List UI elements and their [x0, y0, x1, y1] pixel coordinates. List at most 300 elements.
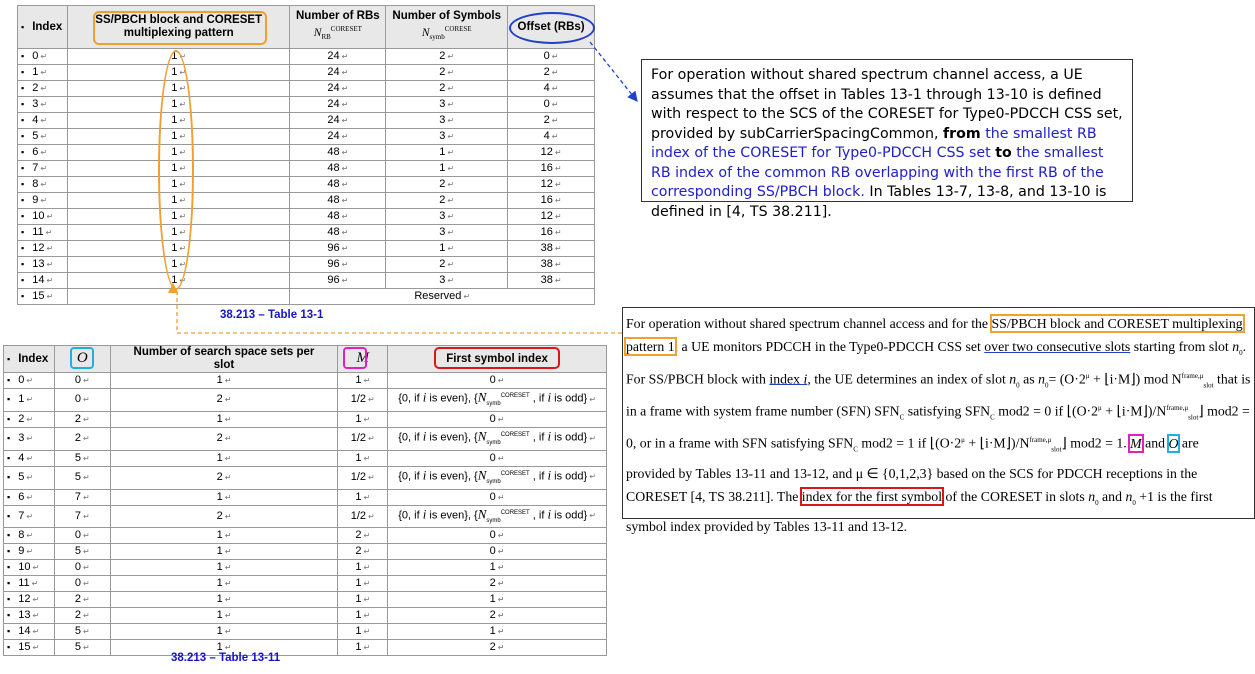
table-row	[18, 145, 595, 161]
row-index: ▪ 12 ↵	[4, 592, 55, 608]
cond-part-i: i	[422, 467, 427, 483]
rbs-sub: RB	[321, 33, 331, 42]
n0-symbol: n	[1125, 488, 1133, 504]
frame-sup: frame,μ	[1166, 404, 1189, 413]
row-index: ▪ 2 ↵	[4, 411, 55, 427]
table-row	[4, 608, 607, 624]
row-index: ▪ 7 ↵	[4, 505, 55, 528]
row-index: ▪ 5 ↵	[18, 129, 68, 145]
symbols-cell: 2 ↵	[386, 257, 508, 273]
header-m-symbol: M	[356, 350, 369, 366]
header-m	[338, 346, 388, 373]
m-cell: 1 ↵	[338, 560, 388, 576]
row-index: ▪ 9 ↵	[4, 544, 55, 560]
row-index: ▪ 7 ↵	[18, 161, 68, 177]
table-row	[18, 113, 595, 129]
sets-cell: 1 ↵	[110, 544, 338, 560]
index-underline	[769, 371, 807, 386]
cond-part-i: i	[422, 428, 427, 444]
note2-text: , the UE determines an index of slot	[807, 371, 1010, 387]
n0-sub: 0	[1095, 498, 1099, 507]
equation: + ⌊i·M⌋)/N	[964, 436, 1030, 452]
rbs-cell: 96 ↵	[290, 257, 386, 273]
first-symbol-cell: 2 ↵	[388, 640, 607, 656]
sets-cell: 1 ↵	[110, 592, 338, 608]
pattern-cell: 1 ↵	[67, 241, 289, 257]
o-cell: 0 ↵	[54, 528, 110, 544]
cond-part-n: N	[477, 389, 487, 405]
rbs-cell: 96 ↵	[290, 241, 386, 257]
cond-part-n: N	[477, 506, 487, 522]
pattern-cell: 1 ↵	[67, 129, 289, 145]
first-symbol-highlight: index for the first symbol	[801, 488, 943, 504]
symbols-cell: 3 ↵	[386, 113, 508, 129]
pattern-cell: 1 ↵	[67, 193, 289, 209]
mu-sup: μ	[1098, 404, 1102, 413]
symbols-cell: 2 ↵	[386, 81, 508, 97]
symbols-n: N	[421, 26, 430, 39]
cond-part-d: is odd}	[551, 392, 588, 405]
m-cell: 1 ↵	[338, 411, 388, 427]
cond-part-b: is even}, {	[426, 392, 478, 405]
mu-sup: μ	[961, 436, 965, 445]
table-row	[4, 389, 607, 412]
m-cell: 1 ↵	[338, 450, 388, 466]
sets-cell: 1 ↵	[110, 373, 338, 389]
cond-part-d: is odd}	[551, 431, 588, 444]
m-cell: 1 ↵	[338, 373, 388, 389]
row-index: ▪ 10 ↵	[4, 560, 55, 576]
header-rbs-label: Number of RBs	[295, 9, 380, 22]
symbols-cell: 3 ↵	[386, 273, 508, 289]
row-index: ▪ 9 ↵	[18, 193, 68, 209]
symbols-cell: 2 ↵	[386, 65, 508, 81]
header-number-of-symbols	[386, 6, 508, 49]
cond-part-i: i	[422, 389, 427, 405]
header-symbols-label: Number of Symbols	[392, 9, 502, 22]
note1-text-1: For operation without shared spectrum channel access, a UE assumes that the offset in Tables 13-1 through 13-10 is defined with respect to the SCS of the CORESET for Type0-PDCCH CSS set, provided by subCarrierSpacingCommon,	[651, 67, 1123, 142]
m-cell: 1/2 ↵	[338, 505, 388, 528]
c-sub: C	[853, 445, 858, 454]
offset-cell: 4 ↵	[508, 129, 595, 145]
equation: mod2 = 1 if ⌊(O·2	[857, 436, 962, 452]
symbols-sup: CORESE	[444, 24, 472, 33]
cond-part-a: {0, if	[398, 392, 423, 405]
row-index: ▪ 10 ↵	[18, 209, 68, 225]
table-13-1	[17, 5, 595, 305]
note2-text: , a UE monitors PDCCH in the Type0-PDCCH CSS set	[674, 339, 985, 354]
table-row	[18, 81, 595, 97]
m-cell: 1 ↵	[338, 640, 388, 656]
pattern-cell: 1 ↵	[67, 49, 289, 65]
table-row	[18, 193, 595, 209]
note2-text: satisfying SFN	[904, 403, 991, 419]
empty-cell	[67, 289, 289, 305]
row-index: ▪ 2 ↵	[18, 81, 68, 97]
note1-from: from	[942, 125, 981, 142]
sets-cell: 2 ↵	[110, 466, 338, 489]
slot-sub: slot	[1051, 445, 1062, 454]
symbols-cell: 2 ↵	[386, 193, 508, 209]
o-cell: 5 ↵	[54, 624, 110, 640]
m-cell: 1 ↵	[338, 624, 388, 640]
c-sub: C	[899, 413, 905, 422]
note2-text: and	[1098, 488, 1126, 504]
offset-cell: 2 ↵	[508, 113, 595, 129]
mu-sup: μ	[1085, 371, 1090, 380]
row-index: ▪ 15 ↵	[4, 640, 55, 656]
o-cell: 0 ↵	[54, 560, 110, 576]
row-index: ▪ 11 ↵	[4, 576, 55, 592]
o-cell: 2 ↵	[54, 592, 110, 608]
pattern-cell: 1 ↵	[67, 81, 289, 97]
row-index: ▪ 13 ↵	[4, 608, 55, 624]
rbs-cell: 48 ↵	[290, 161, 386, 177]
table-row	[4, 373, 607, 389]
o-cell: 2 ↵	[54, 427, 110, 450]
row-index: ▪ 11 ↵	[18, 225, 68, 241]
o-cell: 5 ↵	[54, 544, 110, 560]
n0-sub: 0	[1132, 498, 1136, 507]
table-row	[18, 97, 595, 113]
pattern-cell: 1 ↵	[67, 257, 289, 273]
sets-cell: 1 ↵	[110, 608, 338, 624]
pattern-cell: 1 ↵	[67, 209, 289, 225]
symbols-cell: 3 ↵	[386, 225, 508, 241]
table-header-row	[18, 6, 595, 49]
table-row	[18, 177, 595, 193]
offset-cell: 12 ↵	[508, 145, 595, 161]
o-cell: 5 ↵	[54, 450, 110, 466]
i-symbol: i	[803, 371, 808, 387]
reserved-cell: Reserved ↵	[290, 289, 595, 305]
pattern-cell: 1 ↵	[67, 161, 289, 177]
header-first-symbol-index: First symbol index	[388, 346, 607, 373]
note2-text: based on the SCS for PDCCH receptions in the CORESET [4, TS 38.211]. The	[626, 465, 1198, 504]
table-row	[4, 528, 607, 544]
sets-cell: 2 ↵	[110, 427, 338, 450]
note1-text-2: the smallest RB index of the CORESET for Type0-PDCCH CSS set	[651, 125, 1097, 161]
offset-cell: 16 ↵	[508, 161, 595, 177]
table-header-row	[4, 346, 607, 373]
cond-part-i: i	[547, 389, 552, 405]
sets-cell: 1 ↵	[110, 411, 338, 427]
cond-part-a: {0, if	[398, 470, 423, 483]
rbs-cell: 24 ↵	[290, 65, 386, 81]
first-symbol-cell: 0 ↵	[388, 373, 607, 389]
row-index: ▪ 4 ↵	[18, 113, 68, 129]
table-row	[4, 466, 607, 489]
symbols-cell: 3 ↵	[386, 209, 508, 225]
equation: mod2 = 0 if ⌊(O·2	[994, 403, 1099, 419]
o-cell: 2 ↵	[54, 411, 110, 427]
table-row	[4, 592, 607, 608]
cond-part-sub: symb	[486, 400, 501, 407]
cond-part-a: {0, if	[398, 509, 423, 522]
m-cell: 1 ↵	[338, 592, 388, 608]
cond-part-sub: symb	[486, 439, 501, 446]
rbs-cell: 48 ↵	[290, 209, 386, 225]
o-cell: 7 ↵	[54, 489, 110, 505]
cond-part-b: is even}, {	[426, 509, 478, 522]
equation: ⌋ mod2 = 1.	[1061, 436, 1131, 452]
header-index: ▪ Index	[4, 346, 55, 373]
offset-cell: 0 ↵	[508, 49, 595, 65]
first-symbol-cell: 2 ↵	[388, 608, 607, 624]
sets-cell: 1 ↵	[110, 489, 338, 505]
cond-part-n: N	[477, 428, 487, 444]
sets-cell: 2 ↵	[110, 505, 338, 528]
symbols-cell: 1 ↵	[386, 241, 508, 257]
row-index: ▪ 14 ↵	[18, 273, 68, 289]
pattern-cell: 1 ↵	[67, 97, 289, 113]
note2-text: and	[1141, 436, 1169, 452]
o-cell: 2 ↵	[54, 608, 110, 624]
cond-part-sup: CORESET	[500, 431, 530, 438]
offset-cell: 16 ↵	[508, 225, 595, 241]
pattern-cell: 1 ↵	[67, 225, 289, 241]
table-row	[4, 450, 607, 466]
frame-sup: frame,μ	[1029, 436, 1052, 445]
table-row	[18, 241, 595, 257]
cond-part-i: i	[547, 467, 552, 483]
table-row	[4, 640, 607, 656]
equation: + ⌊i·M⌋)/N	[1101, 403, 1167, 419]
offset-cell: 38 ↵	[508, 241, 595, 257]
table-row	[4, 505, 607, 528]
symbols-cell: 2 ↵	[386, 177, 508, 193]
first-symbol-conditional-cell	[388, 427, 607, 450]
header-number-of-rbs	[290, 6, 386, 49]
frame-sup: frame,μ	[1181, 371, 1204, 380]
symbols-cell: 1 ↵	[386, 161, 508, 177]
table-row	[4, 624, 607, 640]
o-highlight: O	[1168, 436, 1179, 452]
table-row	[4, 489, 607, 505]
sets-cell: 1 ↵	[110, 640, 338, 656]
n0-symbol: n	[1088, 488, 1096, 504]
rbs-cell: 24 ↵	[290, 97, 386, 113]
m-cell: 1/2 ↵	[338, 466, 388, 489]
cond-part-sub: symb	[486, 517, 501, 524]
o-cell: 7 ↵	[54, 505, 110, 528]
row-index: ▪ 12 ↵	[18, 241, 68, 257]
cond-part-c: , if	[529, 392, 548, 405]
cond-part-c: , if	[529, 470, 548, 483]
symbols-cell: 3 ↵	[386, 129, 508, 145]
equation: = (O·2	[1048, 371, 1086, 387]
m-cell: 1/2 ↵	[338, 389, 388, 412]
sets-cell: 1 ↵	[110, 450, 338, 466]
m-cell: 1/2 ↵	[338, 427, 388, 450]
note2-text: as	[1019, 371, 1039, 387]
rbs-cell: 96 ↵	[290, 273, 386, 289]
offset-cell: 38 ↵	[508, 257, 595, 273]
row-index: ▪ 14 ↵	[4, 624, 55, 640]
cond-part-c: , if	[529, 431, 548, 444]
first-symbol-conditional-cell	[388, 466, 607, 489]
pattern-cell: 1 ↵	[67, 177, 289, 193]
header-o-symbol: O	[76, 350, 88, 366]
header-offset: Offset (RBs)	[508, 6, 595, 49]
rbs-cell: 24 ↵	[290, 49, 386, 65]
row-index: ▪ 1 ↵	[18, 65, 68, 81]
multiplexing-pattern-highlight: SS/PBCH block and CORESET multiplexing pattern 1	[626, 316, 1243, 354]
o-cell: 5 ↵	[54, 466, 110, 489]
cond-part-a: {0, if	[398, 431, 423, 444]
index-label: index	[769, 371, 804, 387]
o-cell: 0 ↵	[54, 389, 110, 412]
header-pattern-label: SS/PBCH block and CORESET multiplexing pattern	[95, 14, 263, 39]
cond-part-sub: symb	[486, 478, 501, 485]
note2-text: ⌋ mod2 = 0, or in a frame with SFN satisfying SFN	[626, 403, 1250, 452]
n0-symbol: n	[1038, 371, 1045, 387]
offset-cell: 16 ↵	[508, 193, 595, 209]
row-index: ▪ 6 ↵	[18, 145, 68, 161]
table-13-1-body	[18, 49, 595, 305]
offset-cell: 12 ↵	[508, 177, 595, 193]
table-row	[18, 225, 595, 241]
first-symbol-conditional-cell	[388, 389, 607, 412]
rbs-cell: 24 ↵	[290, 81, 386, 97]
table-row	[18, 257, 595, 273]
m-cell: 2 ↵	[338, 528, 388, 544]
n0-symbol: n	[1232, 339, 1240, 354]
n0-sub: 0	[1016, 381, 1020, 390]
m-cell: 1 ↵	[338, 489, 388, 505]
row-index: ▪ 15 ↵	[18, 289, 68, 305]
table-row	[18, 65, 595, 81]
table-row	[4, 576, 607, 592]
note2-text: For operation without shared spectrum channel access and for the	[626, 316, 992, 331]
table-row-reserved	[18, 289, 595, 305]
m-cell: 1 ↵	[338, 576, 388, 592]
first-symbol-cell: 0 ↵	[388, 489, 607, 505]
m-highlight: M	[1130, 436, 1142, 452]
slot-sub: slot	[1203, 381, 1214, 390]
first-symbol-cell: 2 ↵	[388, 576, 607, 592]
header-rbs-symbol	[290, 23, 385, 44]
note2-text: are provided by Tables 13-11 and 13-12, and	[626, 436, 1199, 481]
table-row	[18, 209, 595, 225]
pdcch-monitoring-note-box	[622, 307, 1255, 534]
table-row	[18, 49, 595, 65]
table-row	[18, 161, 595, 177]
table-13-11-caption: 38.213 – Table 13-11	[171, 652, 281, 664]
offset-cell: 12 ↵	[508, 209, 595, 225]
header-index: ▪ Index	[18, 6, 68, 49]
note1-text-3: the smallest RB index of the common RB overlapping with the first RB of the corresponding SS/PBCH block.	[651, 145, 1104, 200]
first-symbol-cell: 1 ↵	[388, 560, 607, 576]
row-index: ▪ 8 ↵	[18, 177, 68, 193]
table-row	[4, 560, 607, 576]
mu-set: μ ∈ {0,1,2,3}	[855, 465, 934, 481]
rbs-cell: 24 ↵	[290, 129, 386, 145]
first-symbol-cell: 0 ↵	[388, 411, 607, 427]
offset-cell: 4 ↵	[508, 81, 595, 97]
cond-part-b: is even}, {	[426, 431, 478, 444]
cond-part-sup: CORESET	[500, 470, 530, 477]
pattern-cell: 1 ↵	[67, 145, 289, 161]
cond-part-sup: CORESET	[500, 509, 530, 516]
row-index: ▪ 3 ↵	[18, 97, 68, 113]
cond-part-n: N	[477, 467, 487, 483]
pattern-cell: 1 ↵	[67, 65, 289, 81]
offset-cell: 38 ↵	[508, 273, 595, 289]
table-13-1-caption: 38.213 – Table 13-1	[220, 309, 324, 321]
header-search-space-sets	[110, 346, 338, 373]
cond-part-b: is even}, {	[426, 470, 478, 483]
n0-sub: 0	[1044, 381, 1049, 390]
rbs-n: N	[313, 26, 322, 39]
row-index: ▪ 0 ↵	[4, 373, 55, 389]
rbs-cell: 48 ↵	[290, 225, 386, 241]
offset-note-box	[641, 59, 1133, 220]
table-13-11	[3, 345, 607, 656]
rbs-cell: 48 ↵	[290, 177, 386, 193]
row-index: ▪ 1 ↵	[4, 389, 55, 412]
sets-cell: 2 ↵	[110, 389, 338, 412]
cond-part-c: , if	[529, 509, 548, 522]
header-multiplexing-pattern	[67, 6, 289, 49]
header-sets-label: Number of search space sets per slot	[133, 346, 315, 371]
first-symbol-cell: 1 ↵	[388, 592, 607, 608]
sets-cell: 1 ↵	[110, 624, 338, 640]
note2-text: of the CORESET in slots	[942, 488, 1089, 504]
table-row	[4, 411, 607, 427]
n0-sub: 0	[1239, 348, 1243, 357]
row-index: ▪ 5 ↵	[4, 466, 55, 489]
row-index: ▪ 4 ↵	[4, 450, 55, 466]
first-symbol-conditional-cell	[388, 505, 607, 528]
note2-text: starting from slot	[1130, 339, 1233, 354]
header-symbols-symbol	[386, 23, 507, 44]
table-row	[4, 427, 607, 450]
c-sub: C	[990, 413, 995, 422]
rbs-cell: 48 ↵	[290, 193, 386, 209]
offset-to-note-arrow	[590, 42, 637, 101]
row-index: ▪ 13 ↵	[18, 257, 68, 273]
m-cell: 1 ↵	[338, 608, 388, 624]
cond-part-d: is odd}	[551, 470, 588, 483]
cond-part-d: is odd}	[551, 509, 588, 522]
note2-text: that is in a frame with system frame number (SFN) SFN	[626, 371, 1251, 419]
row-index: ▪ 0 ↵	[18, 49, 68, 65]
first-symbol-cell: 1 ↵	[388, 624, 607, 640]
first-symbol-cell: 0 ↵	[388, 450, 607, 466]
n0-symbol: n	[1009, 371, 1017, 387]
m-cell: 2 ↵	[338, 544, 388, 560]
first-symbol-cell: 0 ↵	[388, 528, 607, 544]
row-index: ▪ 8 ↵	[4, 528, 55, 544]
sets-cell: 1 ↵	[110, 560, 338, 576]
note2-text: +1 is the first symbol index provided by Tables 13-11 and 13-12.	[626, 488, 1213, 534]
equation: + ⌊i·M⌋) mod N	[1089, 371, 1182, 387]
cond-part-i: i	[422, 506, 427, 522]
note2-text: . For SS/PBCH block with	[626, 339, 1247, 387]
note1-to: to	[995, 145, 1012, 161]
table-13-11-body	[4, 373, 607, 656]
first-symbol-cell: 0 ↵	[388, 544, 607, 560]
pattern-cell: 1 ↵	[67, 273, 289, 289]
o-cell: 0 ↵	[54, 373, 110, 389]
cond-part-sup: CORESET	[500, 393, 530, 399]
cond-part-i: i	[547, 506, 552, 522]
o-cell: 5 ↵	[54, 640, 110, 656]
row-index: ▪ 6 ↵	[4, 489, 55, 505]
o-cell: 0 ↵	[54, 576, 110, 592]
symbols-cell: 1 ↵	[386, 145, 508, 161]
